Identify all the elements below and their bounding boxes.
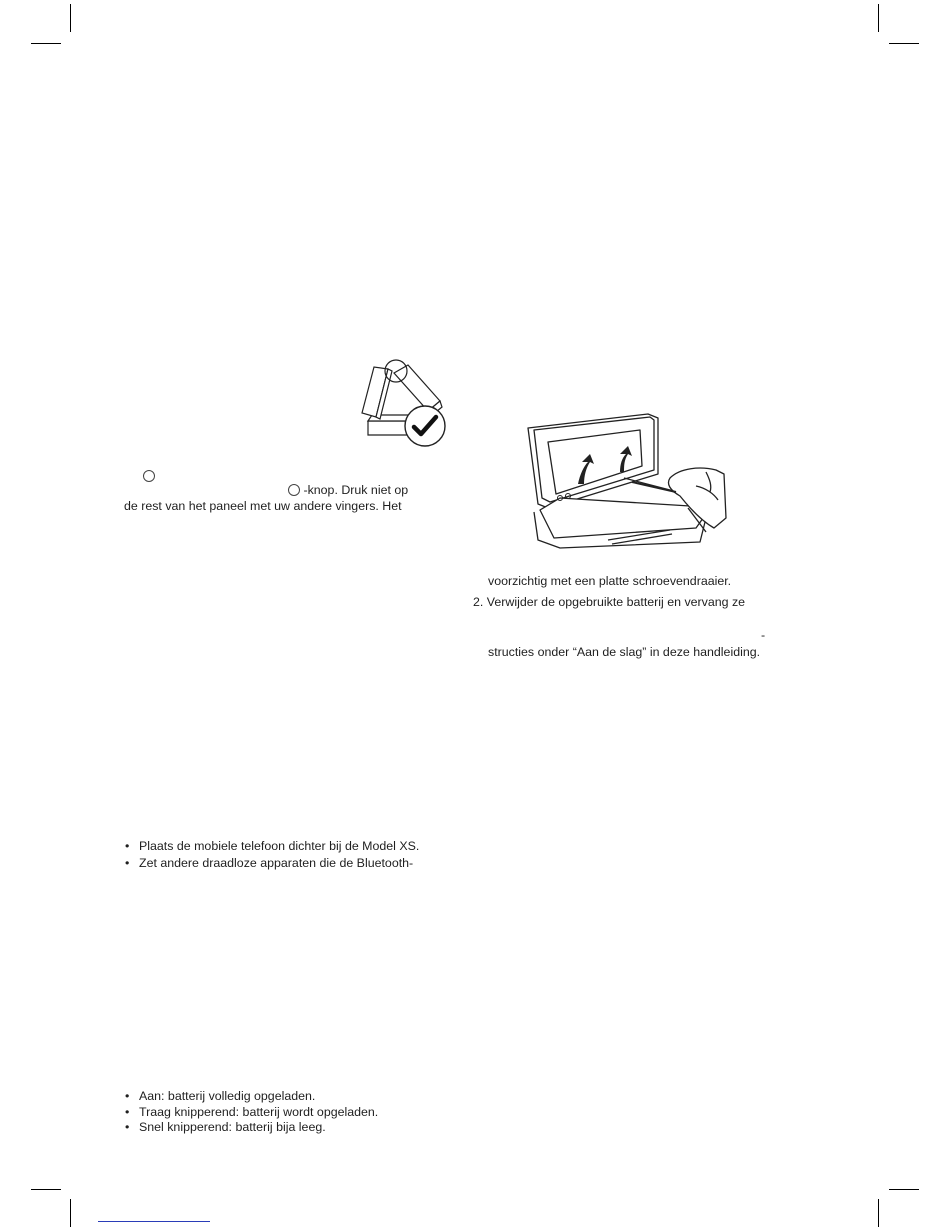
button-symbol [143,470,155,482]
list-item: • Plaats de mobiele telefoon dichter bij de Model XS. [139,838,419,854]
checkmark-icon [410,411,440,441]
step1-tail: voorzichtig met een platte schroevendraaier. [488,574,732,588]
crop-mark [70,4,71,32]
crop-mark [31,43,61,44]
crop-mark [70,1199,71,1227]
button-paragraph-line [288,482,408,498]
crop-mark [31,1189,61,1190]
crop-mark [878,4,879,32]
step2-line: structies onder “Aan de slag” in deze handleiding. [488,645,761,659]
list-item: • Aan: batterij volledig opgeladen. [139,1088,315,1104]
list-item: • Snel knipperend: batterij bija leeg. [139,1119,326,1135]
knop-text: -knop. Druk niet op [303,483,409,497]
hyphen: - [761,628,766,642]
clip-illustration [356,355,448,447]
crop-mark [878,1199,879,1227]
button-paragraph-line: de rest van het paneel met uw andere vingers. Het [124,499,402,513]
button-symbol [288,484,300,496]
list-item: • Zet andere draadloze apparaten die de Bluetooth- [139,855,413,871]
step2-line: 2. Verwijder de opgebruikte batterij en vervang ze [473,595,746,609]
battery-cover-illustration [520,408,730,550]
crop-mark [889,43,919,44]
list-item: • Traag knipperend: batterij wordt opgeladen. [139,1104,378,1120]
crop-mark [889,1189,919,1190]
footer-rule [98,1221,210,1222]
